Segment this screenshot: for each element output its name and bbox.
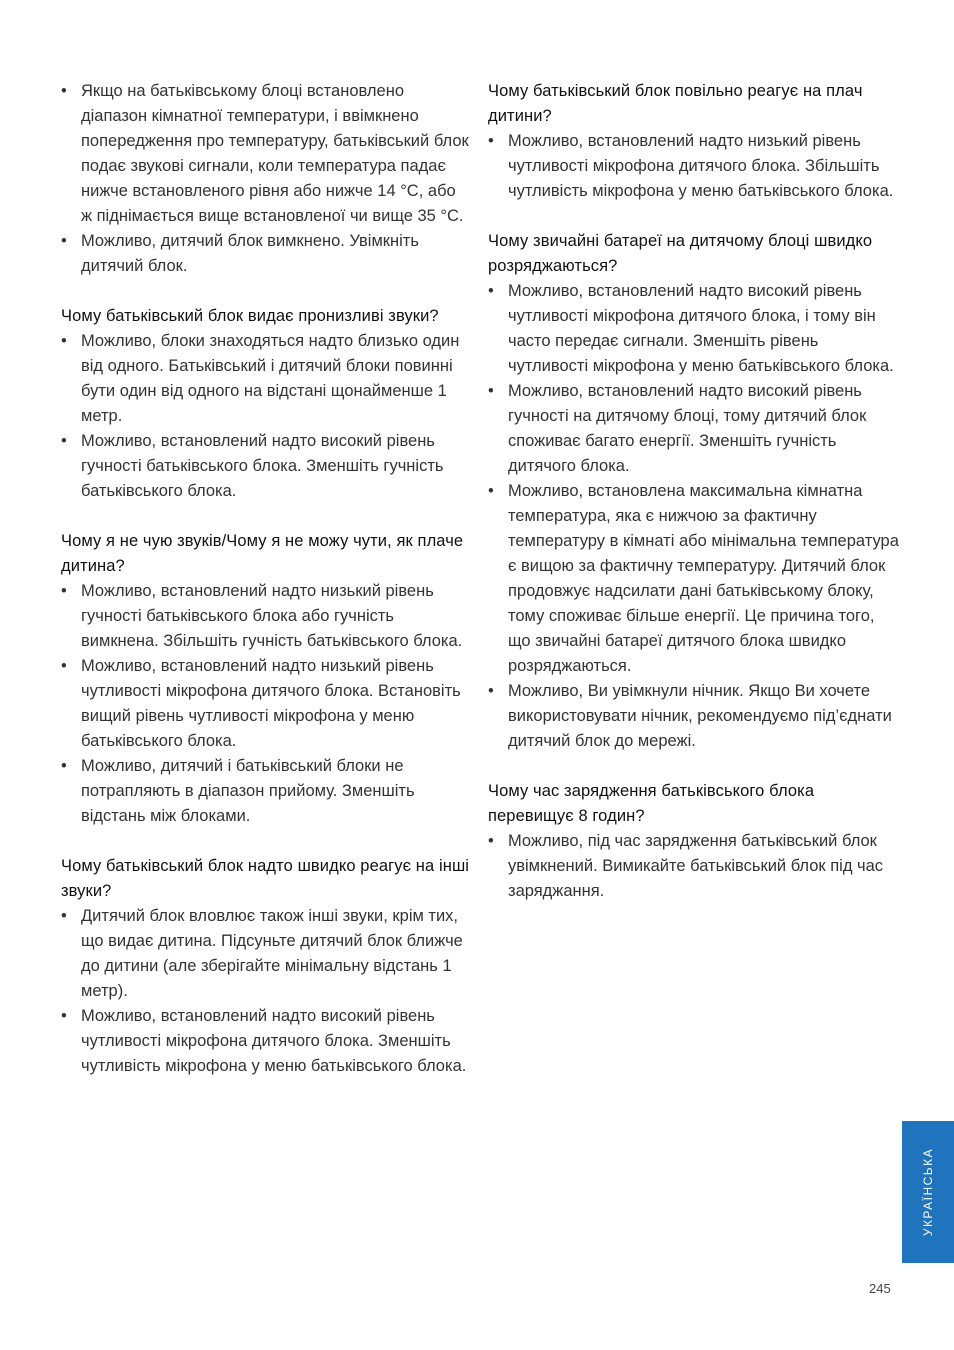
answer-list — [61, 79, 471, 279]
faq-question: Чому звичайні батареї на дитячому блоці швидко розряджаються? — [488, 232, 873, 275]
answer-item: • Можливо, дитячий і батьківський блоки не потрапляють в діапазон прийому. Зменшіть відстань між блоками. — [61, 754, 471, 829]
answer-item: • Можливо, блоки знаходяться надто близько один від одного. Батьківський і дитячий блоки повинні бути один від одного на відстані щонайменше 1 метр. — [61, 329, 471, 429]
faq-question: Чому час зарядження батьківського блока перевищує 8 годин? — [488, 782, 815, 825]
faq-question: Чому я не чую звуків/Чому я не можу чути, як плаче дитина? — [61, 532, 464, 575]
answer-item: • Можливо, встановлена максимальна кімнатна температура, яка є нижчою за фактичну температуру в кімнаті або мінімальна температура є вищою за фактичну температуру. Дитячий блок продовжує надсилати дані батьківському блоку, тому споживає більше енергії. Це причина того, що звичайні батареї дитячого блока швидко розряджаються. — [488, 479, 900, 679]
faq-section — [61, 79, 471, 279]
answer-list — [488, 129, 900, 204]
language-tab — [902, 1121, 954, 1263]
answer-item: • Можливо, під час зарядження батьківський блок увімкнений. Вимикайте батьківський блок під час заряджання. — [488, 829, 900, 904]
faq-question: Чому батьківський блок повільно реагує на плач дитини? — [488, 82, 863, 125]
answer-item: • Можливо, встановлений надто високий рівень чутливості мікрофона дитячого блока, і тому він часто передає сигнали. Зменшіть рівень чутливості мікрофона у меню батьківського блока. — [488, 279, 900, 379]
answer-list — [61, 329, 471, 504]
answer-item: • Можливо, встановлений надто високий рівень гучності на дитячому блоці, тому дитячий блок споживає багато енергії. Зменшіть гучність дитячого блока. — [488, 379, 900, 479]
faq-section — [488, 229, 900, 754]
answer-list — [61, 579, 471, 829]
answer-list — [61, 904, 471, 1079]
answer-item: • Можливо, встановлений надто високий рівень чутливості мікрофона дитячого блока. Зменшіть чутливість мікрофона у меню батьківського блока. — [61, 1004, 471, 1079]
answer-item: • Якщо на батьківському блоці встановлено діапазон кімнатної температури, і ввімкнено попередження про температуру, батьківський блок подає звукові сигнали, коли температура падає нижче встановленого рівня або нижче 14 °C, або ж піднімається вище встановленої чи вище 35 °C. — [61, 79, 471, 229]
faq-section — [488, 79, 900, 204]
answer-item: • Можливо, встановлений надто низький рівень чутливості мікрофона дитячого блока. Встановіть вищий рівень чутливості мікрофона у меню батьківського блока. — [61, 654, 471, 754]
faq-question: Чому батьківський блок видає пронизливі звуки? — [61, 307, 439, 325]
answer-item: • Можливо, Ви увімкнули нічник. Якщо Ви хочете використовувати нічник, рекомендуємо під’єднати дитячий блок до мережі. — [488, 679, 900, 754]
faq-section — [61, 529, 471, 829]
answer-list — [488, 279, 900, 754]
faq-section — [61, 854, 471, 1079]
faq-section — [61, 304, 471, 504]
answer-item: • Можливо, встановлений надто низький рівень гучності батьківського блока або гучність вимкнена. Збільшіть гучність батьківського блока. — [61, 579, 471, 654]
answer-item: • Можливо, дитячий блок вимкнено. Увімкніть дитячий блок. — [61, 229, 471, 279]
right-column — [488, 79, 900, 929]
answer-list — [488, 829, 900, 904]
page-number: 245 — [869, 1281, 891, 1296]
language-tab-label: УКРАЇНСЬКА — [921, 1147, 936, 1237]
left-column — [61, 79, 471, 1104]
faq-question: Чому батьківський блок надто швидко реагує на інші звуки? — [61, 857, 470, 900]
answer-item: • Дитячий блок вловлює також інші звуки, крім тих, що видає дитина. Підсуньте дитячий блок ближче до дитини (але зберігайте мінімальну відстань 1 метр). — [61, 904, 471, 1004]
faq-section — [488, 779, 900, 904]
answer-item: • Можливо, встановлений надто низький рівень чутливості мікрофона дитячого блока. Збільшіть чутливість мікрофона у меню батьківського блока. — [488, 129, 900, 204]
answer-item: • Можливо, встановлений надто високий рівень гучності батьківського блока. Зменшіть гучність батьківського блока. — [61, 429, 471, 504]
